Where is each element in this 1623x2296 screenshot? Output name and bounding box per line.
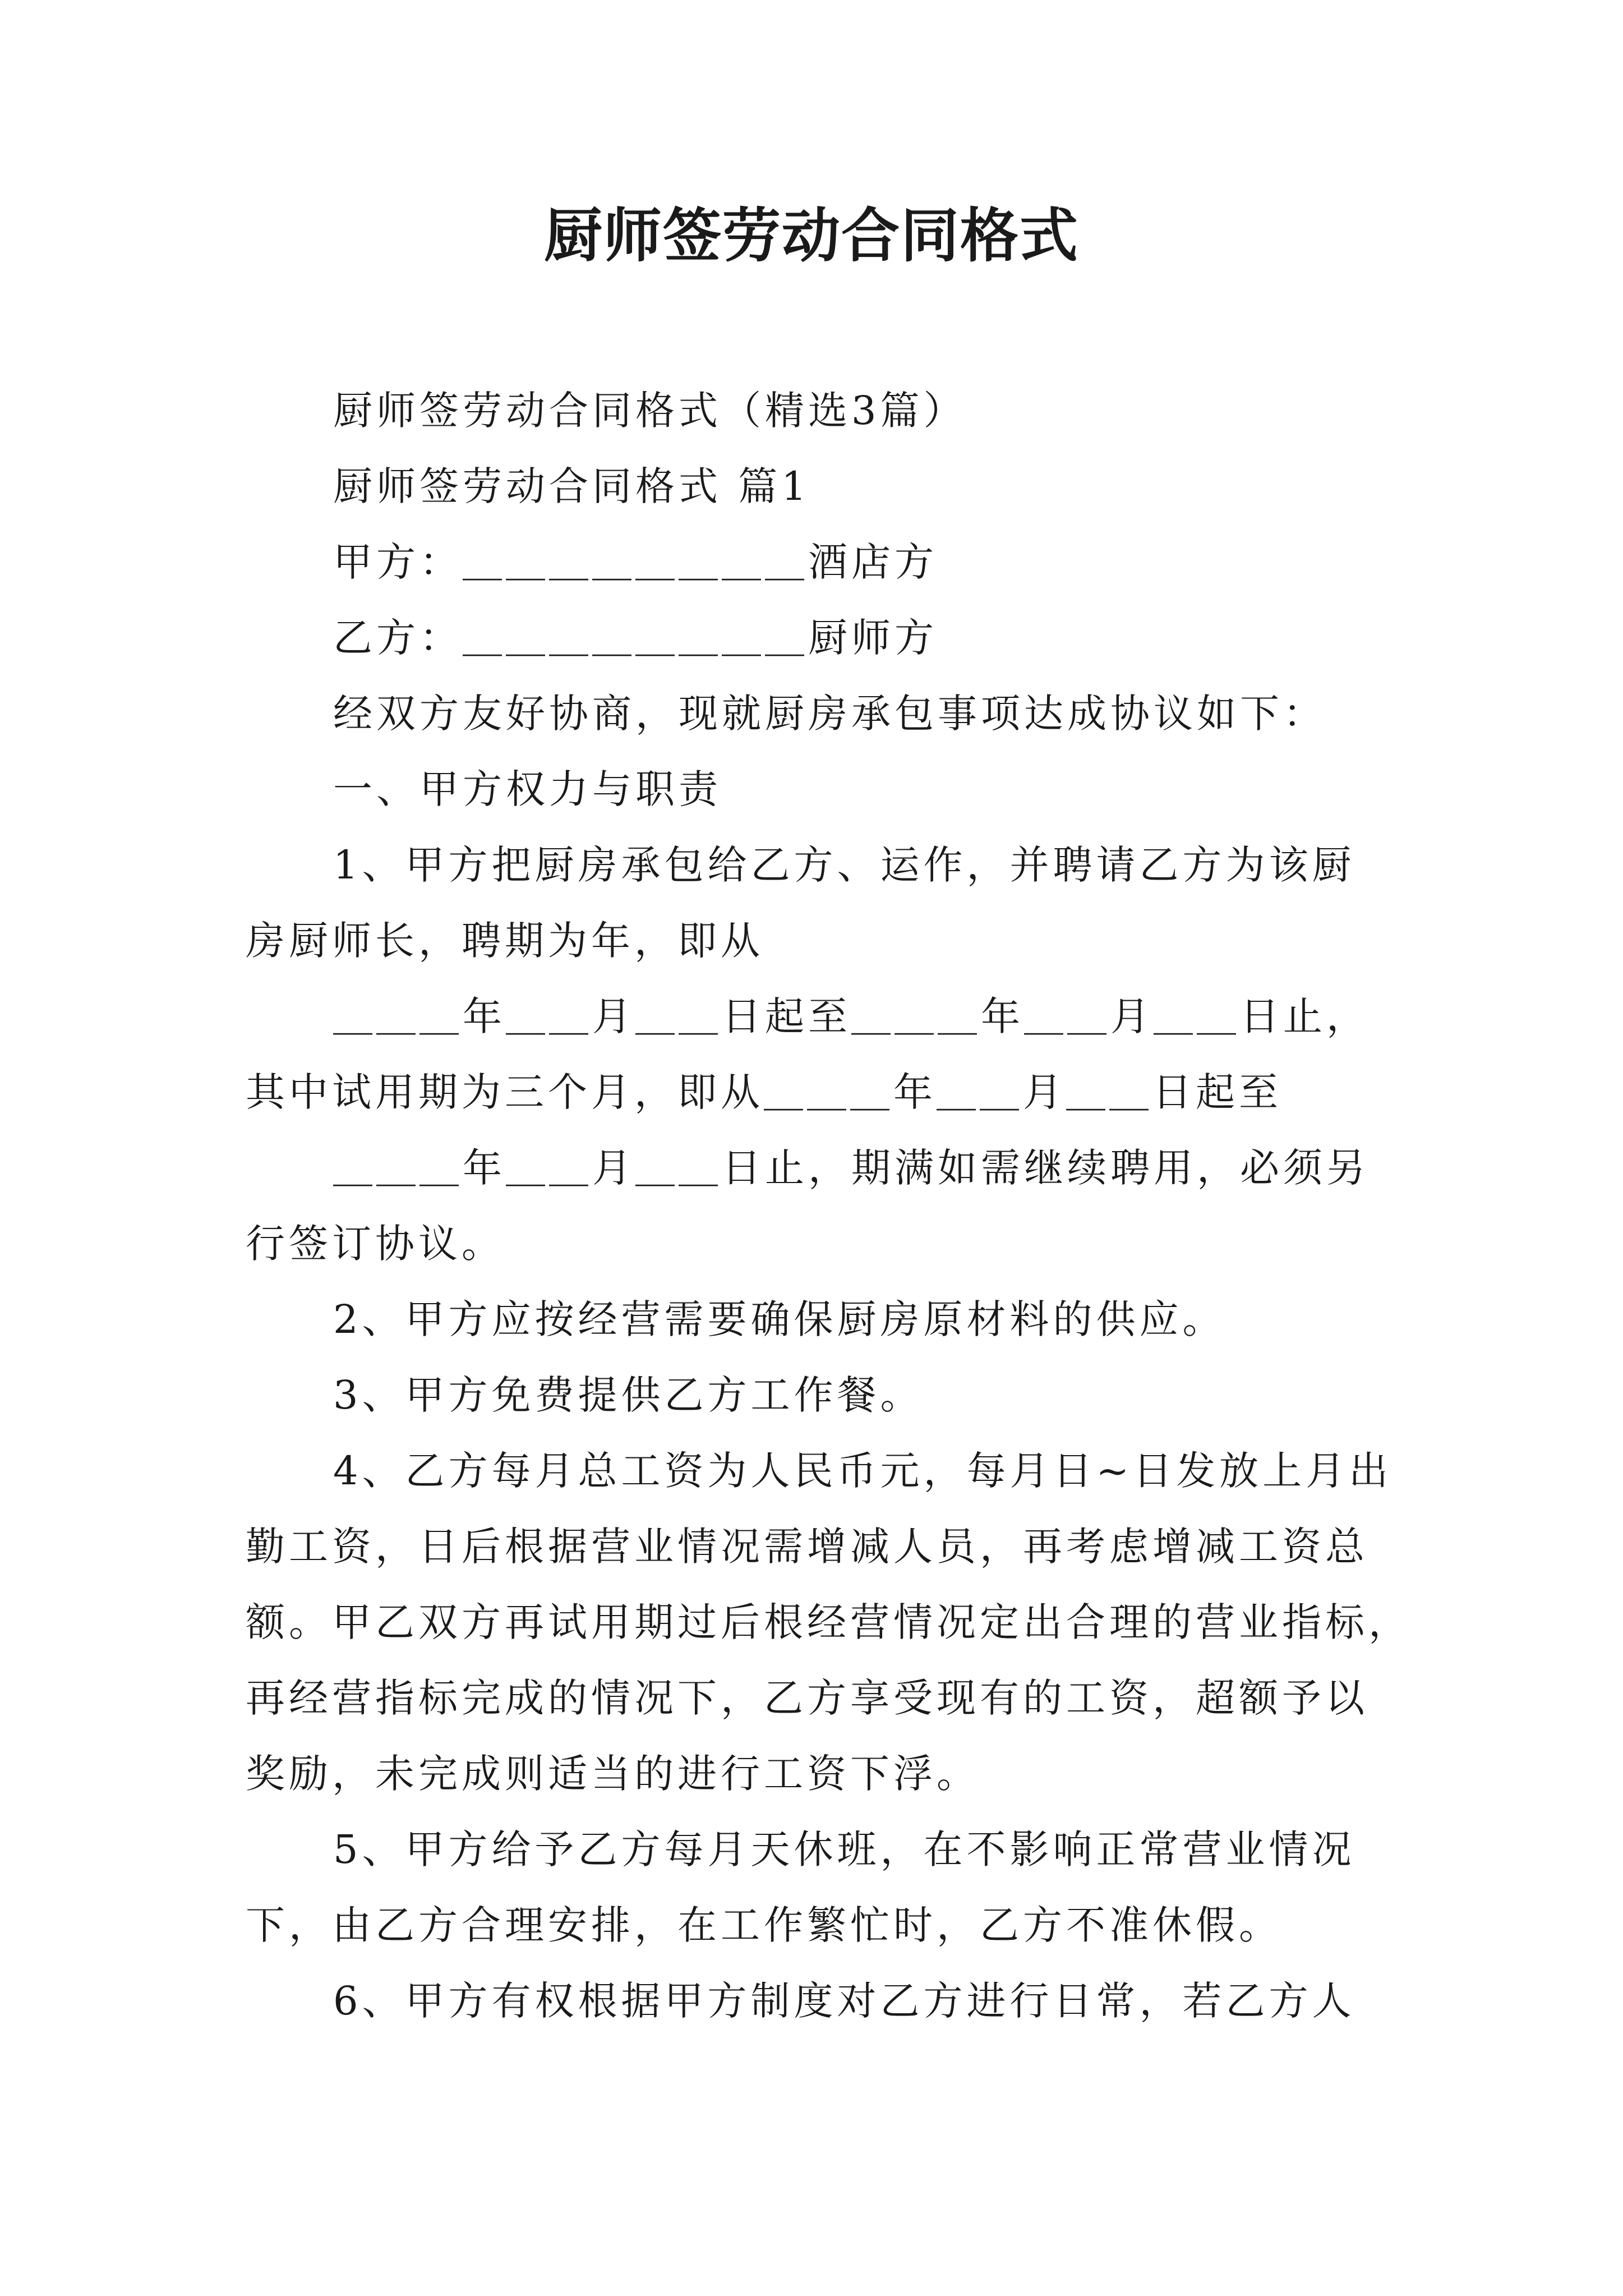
subtitle-line: 厨师签劳动合同格式（精选3篇） xyxy=(333,388,967,434)
clause-line: ＿＿＿年＿＿月＿＿日止，期满如需继续聘用，必须另 xyxy=(333,1145,1370,1191)
clause-line: 其中试用期为三个月，即从＿＿＿年＿＿月＿＿日起至 xyxy=(246,1069,1282,1115)
clause-line: ＿＿＿年＿＿月＿＿日起至＿＿＿年＿＿月＿＿日止， xyxy=(333,993,1370,1039)
clause-line: 1、甲方把厨房承包给乙方、运作，并聘请乙方为该厨 xyxy=(333,842,1355,888)
clause-line: 额。甲乙双方再试用期过后根经营情况定出合理的营业指标， xyxy=(246,1599,1412,1645)
clause-line: 再经营指标完成的情况下，乙方享受现有的工资，超额予以 xyxy=(246,1675,1368,1721)
party-b-line: 乙方：＿＿＿＿＿＿＿＿厨师方 xyxy=(333,615,938,661)
clause-heading: 一、甲方权力与职责 xyxy=(333,766,722,812)
clause-line: 行签订协议。 xyxy=(246,1221,505,1267)
clause-line: 奖励，未完成则适当的进行工资下浮。 xyxy=(246,1751,980,1797)
clause-line: 房厨师长，聘期为年，即从 xyxy=(246,918,764,964)
clause-line: 5、甲方给予乙方每月天休班，在不影响正常营业情况 xyxy=(333,1826,1355,1872)
clause-line: 2、甲方应按经营需要确保厨房原材料的供应。 xyxy=(333,1296,1226,1342)
party-a-line: 甲方：＿＿＿＿＿＿＿＿酒店方 xyxy=(333,539,938,585)
clause-line: 勤工资，日后根据营业情况需增减人员，再考虑增减工资总 xyxy=(246,1524,1368,1570)
clause-line: 3、甲方免费提供乙方工作餐。 xyxy=(333,1372,924,1418)
section-heading: 厨师签劳动合同格式 篇1 xyxy=(333,463,810,509)
preamble-line: 经双方友好协商，现就厨房承包事项达成协议如下： xyxy=(333,691,1326,737)
document-body xyxy=(246,373,1412,2039)
clause-line: 下，由乙方合理安排，在工作繁忙时，乙方不准休假。 xyxy=(246,1902,1282,1948)
clause-line: 4、乙方每月总工资为人民币元，每月日~日发放上月出 xyxy=(333,1448,1393,1494)
document-title: 厨师签劳动合同格式 xyxy=(543,201,1079,270)
clause-line: 6、甲方有权根据甲方制度对乙方进行日常，若乙方人 xyxy=(333,1978,1355,2024)
